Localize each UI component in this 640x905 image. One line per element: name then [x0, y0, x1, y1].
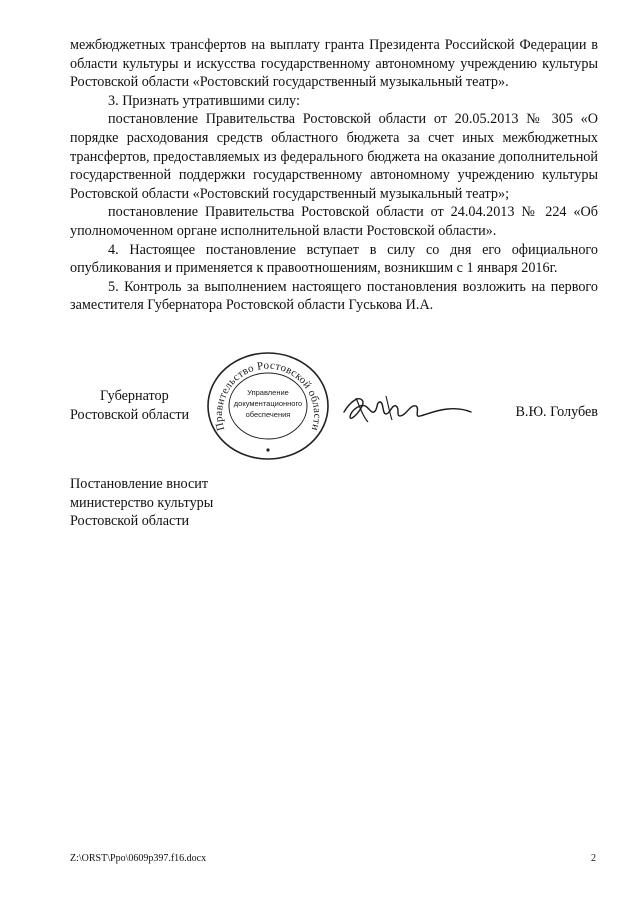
- submitted-by: [70, 475, 213, 531]
- paragraph-grant-continuation: межбюджетных трансфертов на выплату гранта Президента Российской Федерации в области культуры и искусства государственному автономному учреждению культуры Ростовской области «Ростовский государственный музыкальный театр».: [70, 37, 598, 91]
- paragraph-resolution-305: постановление Правительства Ростовской области от 20.05.2013 № 305 «О порядке расходования средств областного бюджета за счет иных межбюджетных трансфертов, предоставляемых из федерального бюджета на оказание дополнительной государственной поддержки государственному автономному учреждению культуры Ростовской области «Ростовский государственный музыкальный театр»;: [70, 111, 598, 202]
- seal-inner-line1: Управление: [247, 388, 289, 397]
- seal-inner-line3: обеспечения: [245, 410, 291, 419]
- paragraph-item-4: 4. Настоящее постановление вступает в силу со дня его официального опубликования и применяется к правоотношениям, возникшим с 1 января 2016г.: [70, 241, 598, 277]
- page-number: 2: [591, 853, 596, 864]
- paragraph-resolution-224: постановление Правительства Ростовской области от 24.04.2013 № 224 «Об уполномоченном органе исполнительной власти Ростовской области».: [70, 204, 598, 239]
- governor-title-line2: Ростовской области: [70, 406, 190, 423]
- handwritten-signature: [340, 388, 475, 428]
- seal-outer-text: Правительство Ростовской области: [212, 359, 324, 433]
- paragraph-item-5: 5. Контроль за выполнением настоящего постановления возложить на первого заместителя Губернатора Ростовской области Гуськова И.А.: [70, 278, 598, 314]
- submitted-by-line3: Ростовской области: [70, 513, 190, 530]
- submitted-by-line1: Постановление вносит: [70, 476, 209, 492]
- governor-title-line1: Губернатор: [100, 388, 169, 404]
- signer-name: В.Ю. Голубев: [515, 404, 598, 420]
- seal-dot-icon: [266, 448, 269, 451]
- document-body: [70, 36, 598, 315]
- submitted-by-line2: министерство культуры: [70, 494, 214, 511]
- seal-inner-line2: документационного: [233, 399, 303, 408]
- document-filepath: Z:\ORST\Ppo\0609p397.f16.docx: [70, 853, 207, 864]
- governor-title: [70, 387, 210, 424]
- paragraph-item-3: 3. Признать утратившими силу:: [108, 92, 300, 109]
- official-seal-stamp: [203, 350, 333, 462]
